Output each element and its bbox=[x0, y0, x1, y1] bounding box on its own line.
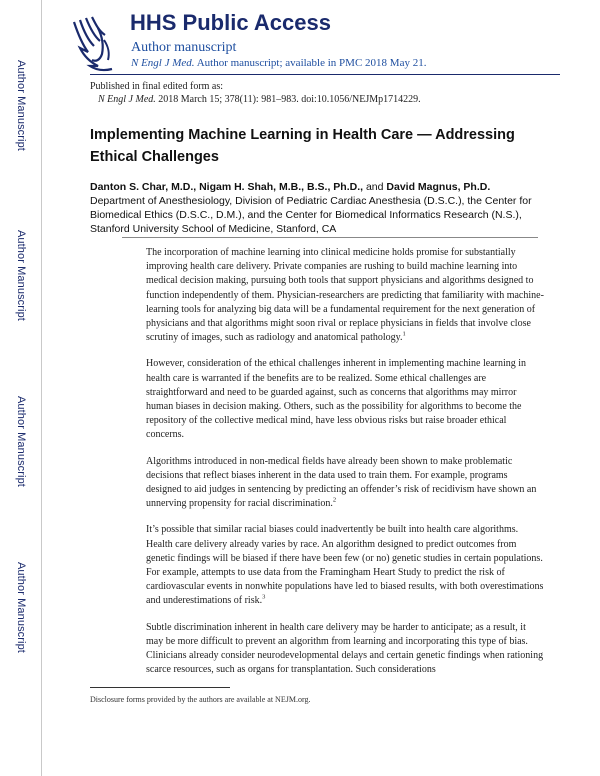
publication-info bbox=[90, 80, 421, 106]
footnote-rule bbox=[90, 687, 230, 688]
body-paragraph bbox=[146, 357, 544, 442]
reference-marker: 2 bbox=[332, 496, 337, 504]
hhs-eagle-logo-icon bbox=[68, 14, 116, 72]
sidebar-label-3: Author Manuscript bbox=[15, 396, 27, 487]
authors-and: and bbox=[365, 181, 384, 193]
article-body bbox=[146, 246, 544, 689]
sidebar-label-1: Author Manuscript bbox=[15, 60, 27, 151]
paragraph-text: Subtle discrimination inherent in health care delivery may be harder to anticipate; as a result, it may be more difficult to prevent an algorithm from learning and incorporating this type of bias. Clinicians already consider neurodevelopmental delays and certain genetic findings when rationing scarce resources, such as organs for transplantation. Such considerations bbox=[146, 621, 544, 676]
sidebar-label-4: Author Manuscript bbox=[15, 562, 27, 653]
body-paragraph bbox=[146, 246, 544, 345]
reference-marker: 1 bbox=[402, 330, 406, 338]
header-rule bbox=[90, 74, 560, 75]
body-paragraph bbox=[146, 523, 544, 608]
journal-name: N Engl J Med. bbox=[131, 57, 195, 69]
published-label: Published in final edited form as: bbox=[90, 81, 224, 92]
body-paragraph bbox=[146, 455, 544, 512]
citation-journal: N Engl J Med. bbox=[98, 94, 156, 105]
paragraph-text: It’s possible that similar racial biases could inadvertently be built into health care algorithms. Health care delivery already varies by race. An algorithm designed to predict outcomes from genetic findings will be biased if there have been few (or no) genetic studies in certain populations. For example, attempts to use data from the Framingham Heart Study to predict the risk of cardiovascular events in nonwhite populations have led to biased results, with both overestimations and underestimations of risk. bbox=[146, 524, 544, 607]
citation-line bbox=[90, 93, 421, 106]
reference-marker: 3 bbox=[262, 594, 266, 602]
authors-last: David Magnus, Ph.D. bbox=[386, 181, 491, 193]
author-block bbox=[90, 180, 560, 236]
journal-availability bbox=[131, 57, 426, 69]
sidebar-label-2: Author Manuscript bbox=[15, 230, 27, 321]
article-title: Implementing Machine Learning in Health Care — Addressing Ethical Challenges bbox=[90, 127, 515, 165]
sidebar-divider bbox=[41, 0, 42, 776]
disclosure-footnote: Disclosure forms provided by the authors are available at NEJM.org. bbox=[90, 695, 311, 704]
author-names bbox=[90, 180, 560, 194]
paragraph-text: The incorporation of machine learning into clinical medicine holds promise for substantially improving health care delivery. Private companies are rushing to build machine learning into medical decision making, pursuing both tools that support physicians and algorithms designed to function independently of them. Physician-researchers are predicting that familiarity with machine-learning tools for analyzing big data will be a fundamental requirement for the next generation of physicians and that algorithms might soon rival or replace physicians in fields that involve close scrutiny of images, such as radiology and anatomical pathology. bbox=[146, 247, 544, 344]
author-affiliation: Department of Anesthesiology, Division of Pediatric Cardiac Anesthesia (D.S.C.), the Center for Biomedical Ethics (D.S.C., D.M.), and the Center for Biomedical Informatics Research (N.S.), Stanford University School of Medicine, Stanford, CA bbox=[90, 195, 532, 235]
left-margin-sidebar bbox=[0, 0, 40, 776]
citation-details: 2018 March 15; 378(11): 981–983. doi:10.1056/NEJMp1714229. bbox=[158, 94, 421, 105]
authors-first: Danton S. Char, M.D., Nigam H. Shah, M.B., B.S., Ph.D., bbox=[90, 181, 364, 193]
paragraph-text: Algorithms introduced in non-medical fields have already been shown to make problematic decisions that reflect biases inherent in the data used to train them. For example, programs designed to aid judges in sentencing by predicting an offender’s risk of recidivism have shown an unnerving propensity for racial discrimination. bbox=[146, 455, 537, 510]
paragraph-text: However, consideration of the ethical challenges inherent in implementing machine learning in health care is warranted if the benefits are to be realized. Some ethical challenges are straightforward and need to be guarded against, such as concerns that algorithms may mirror human biases in decision making. Others, such as the possibility for algorithms to become the repository of the collective medical mind, have less obvious risks but raise broader ethical concerns. bbox=[146, 358, 527, 441]
author-manuscript-label: Author manuscript bbox=[131, 40, 237, 55]
body-paragraph bbox=[146, 621, 544, 678]
hhs-public-access-title: HHS Public Access bbox=[130, 10, 331, 35]
abstract-divider bbox=[122, 237, 538, 238]
availability-text: Author manuscript; available in PMC 2018 May 21. bbox=[196, 57, 427, 69]
